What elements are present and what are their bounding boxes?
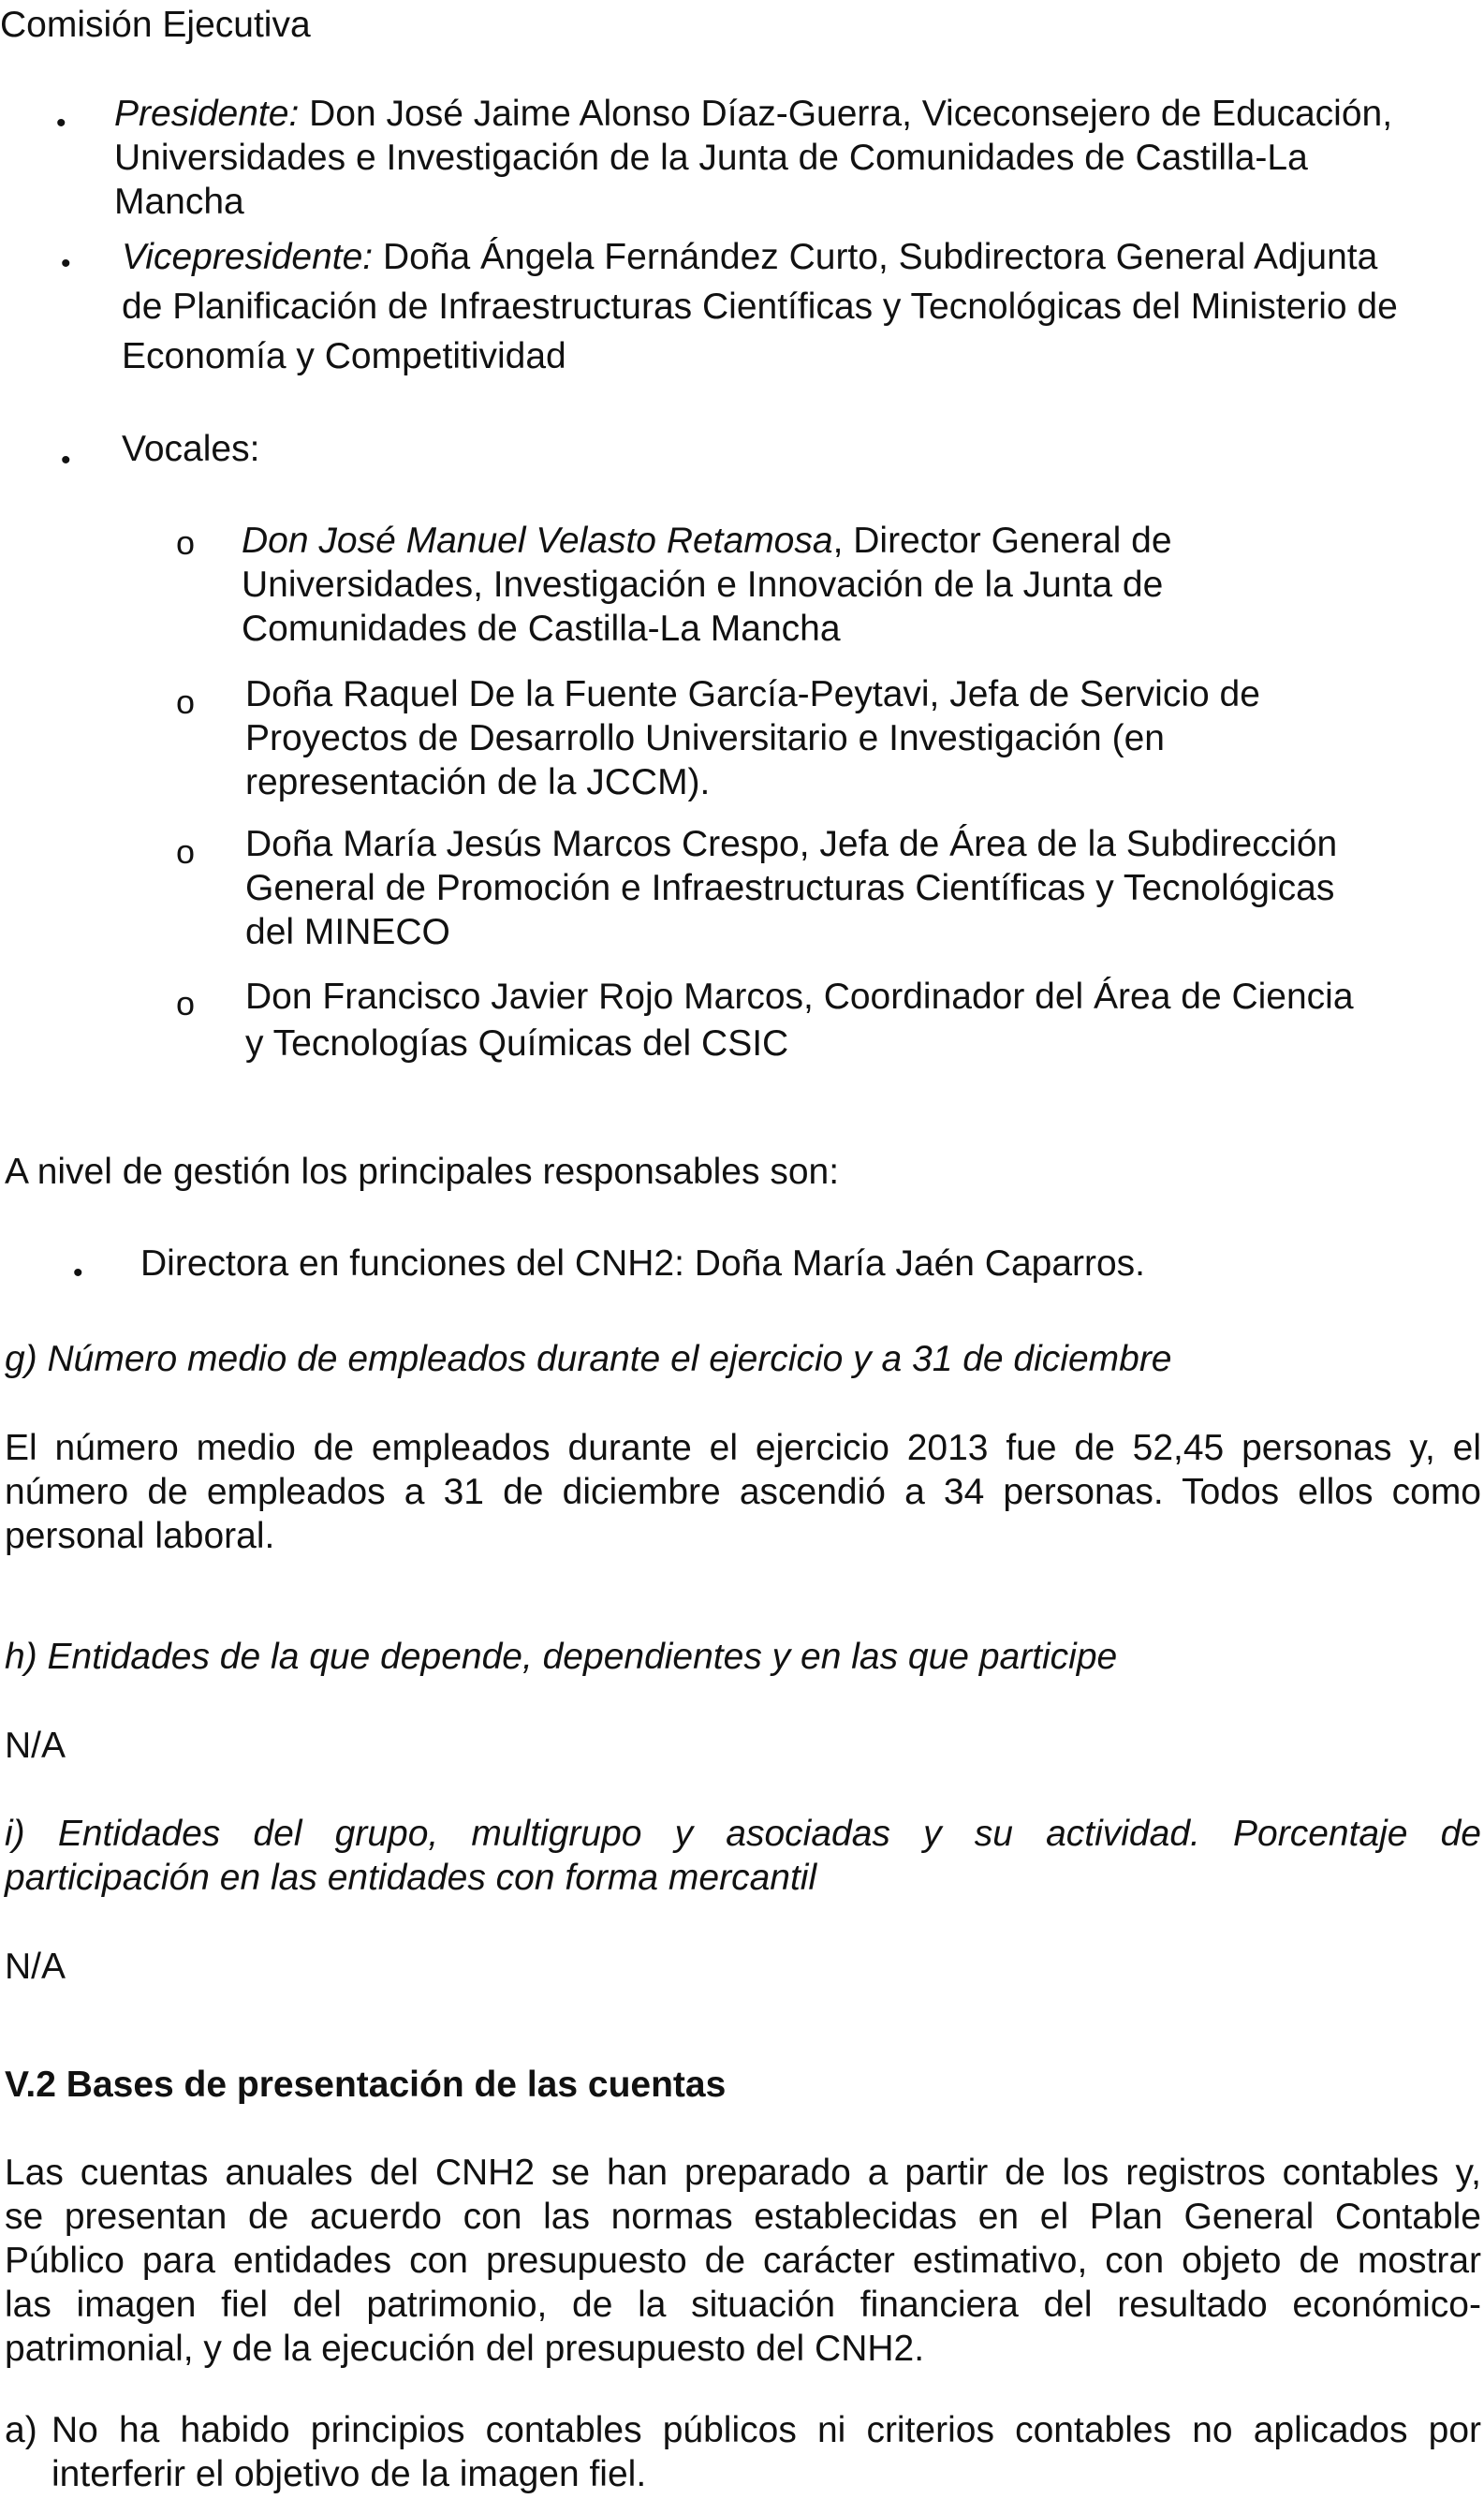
vocal-4-line-2: y Tecnologías Químicas del CSIC	[245, 1023, 789, 1064]
president-role: Presidente:	[114, 94, 300, 134]
section-v2-line-3: Público para entidades con presupuesto de carácter estimativo, con objeto de mostrar	[5, 2241, 1481, 2281]
comision-heading: Comisión Ejecutiva	[0, 5, 311, 45]
vocal-1-name: Don José Manuel Velasto Retamosa	[242, 521, 833, 561]
vicepresident-line-3: Economía y Competitividad	[122, 336, 566, 376]
section-v2-line-4: las imagen fiel del patrimonio, de la situación financiera del resultado económico-	[5, 2285, 1481, 2325]
bullet-gestion: •	[73, 1257, 83, 1288]
section-i-title-line-2: participación en las entidades con forma mercantil	[5, 1858, 817, 1898]
vocal-2-entry	[245, 672, 1260, 804]
section-g-line-3: personal laboral.	[5, 1516, 275, 1556]
section-i-title-line-1: i) Entidades del grupo, multigrupo y asociadas y su actividad. Porcentaje de	[5, 1814, 1481, 1854]
vocal-3-entry	[245, 822, 1337, 954]
section-v2-body	[5, 2151, 1481, 2371]
section-g-line-1: El número medio de empleados durante el ejercicio 2013 fue de 52,45 personas y, el	[5, 1428, 1481, 1468]
bullet-president: •	[56, 108, 66, 139]
vocales-label: Vocales:	[122, 429, 260, 469]
sub-bullet-vocal-4: o	[176, 984, 196, 1022]
vocal-1-line-2: Universidades, Investigación e Innovación de la Junta de	[242, 565, 1164, 605]
section-h-value: N/A	[5, 1726, 66, 1766]
vicepresident-entry	[122, 232, 1398, 381]
gestion-item: Directora en funciones del CNH2: Doña María Jaén Caparros.	[140, 1243, 1146, 1284]
vocal-2-line-2: Proyectos de Desarrollo Universitario e Investigación (en	[245, 718, 1165, 758]
item-a-line-2: interferir el objetivo de la imagen fiel.	[51, 2454, 647, 2494]
section-g-line-2: número de empleados a 31 de diciembre ascendió a 34 personas. Todos ellos como	[5, 1472, 1481, 1512]
section-i-title	[5, 1812, 1481, 1900]
section-g-body	[5, 1426, 1481, 1558]
sub-bullet-vocal-1: o	[176, 523, 196, 562]
section-v2-line-1: Las cuentas anuales del CNH2 se han preparado a partir de los registros contables y,	[5, 2153, 1481, 2193]
section-g-title: g) Número medio de empleados durante el ejercicio y a 31 de diciembre	[5, 1339, 1172, 1379]
gestion-intro: A nivel de gestión los principales responsables son:	[5, 1152, 840, 1192]
section-h-title: h) Entidades de la que depende, dependientes y en las que participe	[5, 1637, 1118, 1677]
bullet-vicepresident: •	[61, 248, 71, 279]
vocal-1-entry	[242, 519, 1172, 651]
vocal-3-line-2: General de Promoción e Infraestructuras Científicas y Tecnológicas	[245, 868, 1335, 908]
vocal-2-line-3: representación de la JCCM).	[245, 762, 711, 802]
vocal-1-line-1: , Director General de	[832, 521, 1172, 561]
vicepresident-role: Vicepresidente:	[122, 237, 374, 277]
bullet-vocales: •	[61, 445, 71, 476]
president-line-2: Universidades e Investigación de la Junta de Comunidades de Castilla-La	[114, 138, 1308, 178]
president-entry	[114, 92, 1392, 224]
sub-bullet-vocal-2: o	[176, 683, 196, 721]
section-v2-line-5: patrimonial, y de la ejecución del presupuesto del CNH2.	[5, 2329, 925, 2369]
section-v2-line-2: se presentan de acuerdo con las normas establecidas en el Plan General Contable	[5, 2197, 1481, 2237]
sub-bullet-vocal-3: o	[176, 832, 196, 871]
section-i-value: N/A	[5, 1947, 66, 1987]
vocal-4-entry	[245, 974, 1354, 1067]
vocal-3-line-1: Doña María Jesús Marcos Crespo, Jefa de Área de la Subdirección	[245, 824, 1338, 864]
vocal-1-line-3: Comunidades de Castilla-La Mancha	[242, 609, 841, 649]
vicepresident-line-1: Doña Ángela Fernández Curto, Subdirectora General Adjunta	[373, 237, 1378, 277]
vocal-4-line-1: Don Francisco Javier Rojo Marcos, Coordinador del Área de Ciencia	[245, 977, 1354, 1017]
president-line-1: Don José Jaime Alonso Díaz-Guerra, Viceconsejero de Educación,	[299, 94, 1393, 134]
item-a-body	[51, 2408, 1481, 2496]
section-v2-title: V.2 Bases de presentación de las cuentas	[5, 2065, 727, 2105]
item-a-line-1: No ha habido principios contables públicos ni criterios contables no aplicados por	[51, 2410, 1481, 2450]
item-a-label: a)	[5, 2410, 37, 2450]
president-line-3: Mancha	[114, 182, 244, 222]
vocal-2-line-1: Doña Raquel De la Fuente García-Peytavi, Jefa de Servicio de	[245, 674, 1260, 714]
vicepresident-line-2: de Planificación de Infraestructuras Científicas y Tecnológicas del Ministerio de	[122, 287, 1398, 327]
vocal-3-line-3: del MINECO	[245, 912, 450, 952]
